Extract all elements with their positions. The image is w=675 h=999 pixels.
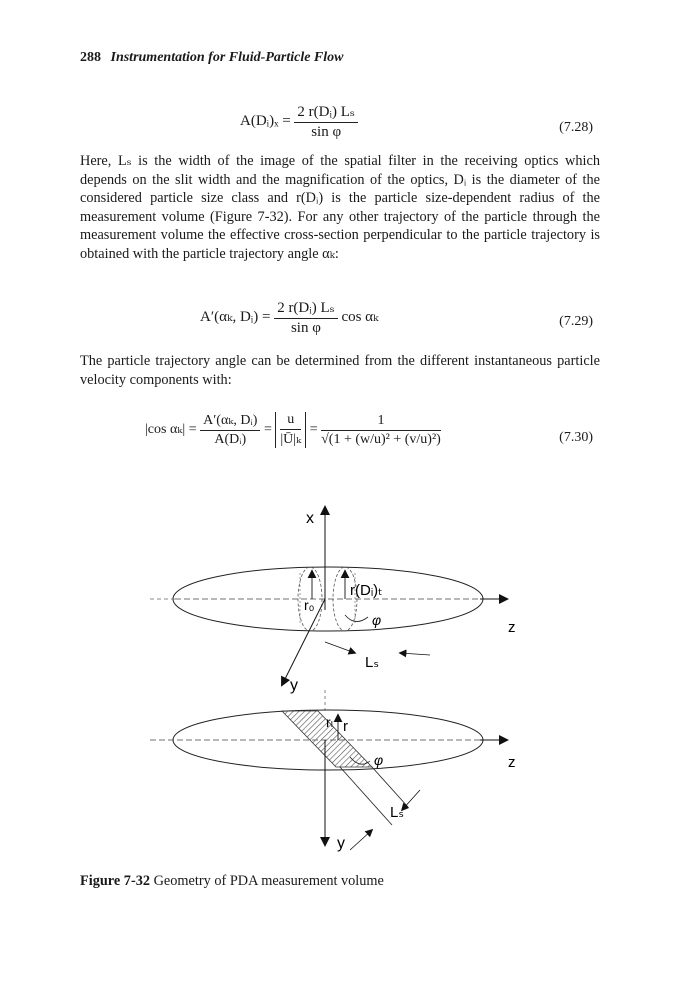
bottom-ls-arrow-2 [350, 830, 372, 850]
top-y-axis-label: y [290, 677, 298, 694]
paragraph-2: The particle trajectory angle can be determined from the different instantaneous particle velocity components with: [80, 353, 600, 388]
bottom-phi-label: φ [374, 752, 384, 768]
equation-number-7-30: (7.30) [559, 430, 593, 445]
bottom-rL-label: rₗ [326, 714, 333, 730]
figure-caption-label: Figure 7-32 [80, 873, 151, 889]
eq728-denominator: sin φ [311, 124, 342, 140]
bottom-ls-arrow-1 [402, 790, 420, 810]
eq730-equals-1: = [263, 422, 272, 438]
eq729-denominator: sin φ [290, 320, 321, 336]
equation-number-7-28: (7.28) [559, 120, 593, 135]
equation-7-29 [200, 298, 379, 337]
equation-7-28 [240, 102, 358, 141]
top-phi-arc [345, 615, 368, 622]
bottom-z-axis-label: z [508, 754, 516, 771]
page-number: 288 [80, 50, 101, 65]
bottom-ls-line-2 [372, 767, 408, 807]
eq730-fraction-2 [275, 412, 306, 448]
eq729-numerator: 2 r(Dᵢ) Lₛ [274, 298, 338, 319]
top-ls-label: Lₛ [365, 654, 379, 671]
bottom-r-label: r [343, 718, 348, 735]
bottom-ls-line-1 [340, 767, 392, 825]
top-diagram [150, 507, 516, 694]
eq730-frac3-denominator: √(1 + (w/u)² + (v/u)²) [321, 431, 441, 447]
top-phi-label: φ [372, 612, 382, 628]
paragraph-1: Here, Lₛ is the width of the image of the spatial filter in the receiving optics which depends on the slit width and the magnification of the optics, Dᵢ is the diameter of the considered particle size class and r(Dᵢ) is the particle size-dependent radius of the measurement volume (Figure 7-32). For any other trajectory of the particle through the measurement volume the effective cross-section perpendicular to the particle trajectory is obtained with the particle trajectory angle αₖ: [80, 153, 600, 262]
eq730-equals-2: = [309, 422, 318, 438]
bottom-ls-label: Lₛ [390, 804, 404, 821]
eq729-lhs: A′(αₖ, Dᵢ) = [200, 308, 271, 325]
equation-number-7-29: (7.29) [559, 314, 593, 329]
top-ls-dim-right [400, 653, 430, 655]
equation-7-30 [145, 412, 441, 448]
eq728-fraction [294, 102, 358, 141]
bottom-y-axis-label: y [337, 835, 345, 852]
eq730-fraction-3 [321, 413, 441, 448]
book-title: Instrumentation for Fluid-Particle Flow [110, 50, 344, 65]
bottom-diagram [150, 690, 516, 852]
eq730-frac1-numerator: A′(αₖ, Dᵢ) [200, 412, 260, 431]
eq728-lhs: A(Dᵢ)ₓ = [240, 112, 291, 129]
top-z-axis-label: z [508, 619, 516, 636]
top-ls-dim-left [325, 642, 355, 653]
running-header [80, 50, 344, 66]
eq730-fraction-1 [200, 412, 260, 448]
eq730-frac1-denominator: A(Dᵢ) [214, 432, 247, 447]
eq728-numerator: 2 r(Dᵢ) Lₛ [294, 102, 358, 123]
figure-7-32 [0, 495, 675, 895]
figure-caption-text: Geometry of PDA measurement volume [153, 873, 384, 889]
top-x-axis-label: x [306, 510, 314, 527]
eq730-vec-denominator: |Ū|ₖ [280, 432, 302, 447]
eq729-trailing: cos αₖ [341, 308, 379, 325]
top-r0-label: r₀ [304, 597, 315, 613]
top-rDi-label: r(Dᵢ)ₜ [350, 582, 383, 599]
eq730-lhs: |cos αₖ| = [145, 422, 197, 438]
figure-caption [80, 873, 384, 890]
eq729-fraction [274, 298, 338, 337]
eq730-frac3-numerator: 1 [321, 413, 441, 431]
eq730-vec-numerator: u [280, 412, 301, 430]
